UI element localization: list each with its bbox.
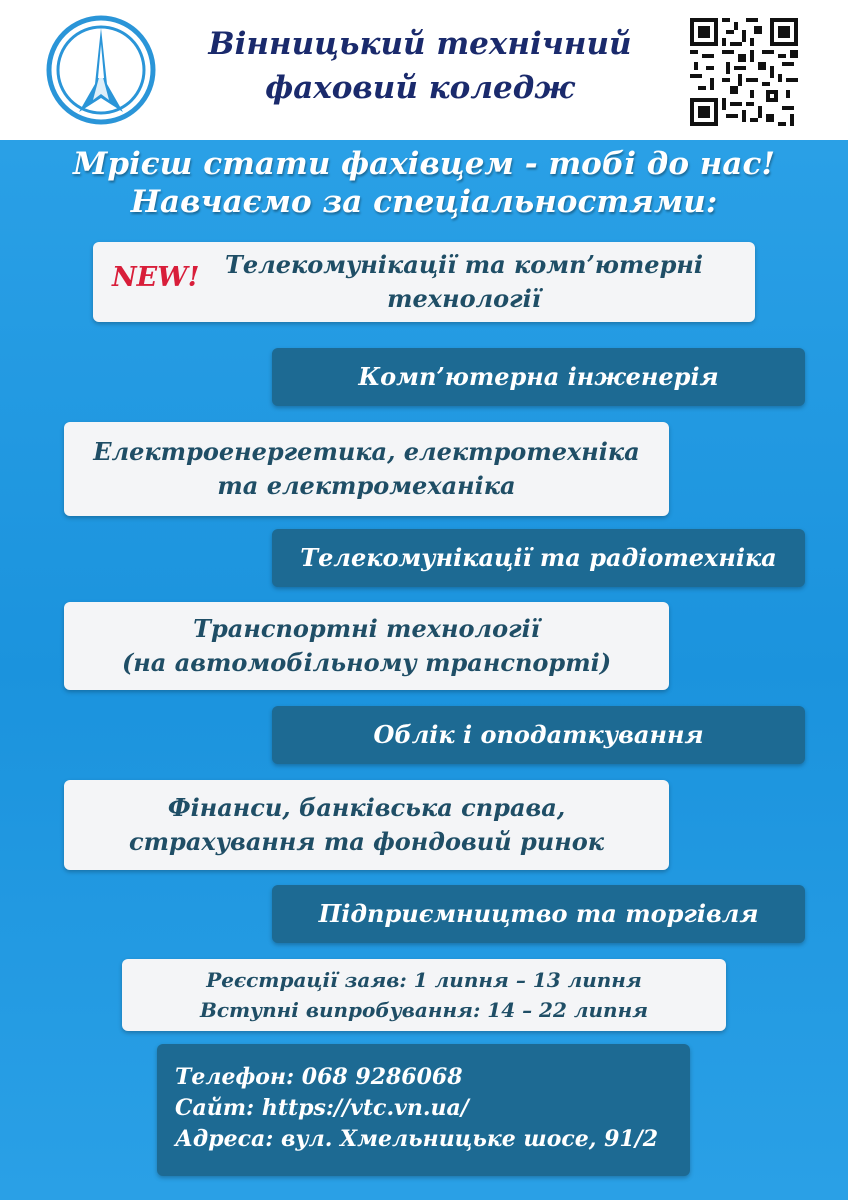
slogan xyxy=(0,145,848,221)
contact-phone[interactable]: Телефон: 068 9286068 xyxy=(175,1064,463,1090)
specialty-line: Підприємництво та торгівля xyxy=(318,899,759,928)
specialty-line: Телекомунікації та комп’ютерні xyxy=(225,250,703,279)
specialty-line: Телекомунікації та радіотехніка xyxy=(300,543,777,572)
specialty-line: Фінанси, банківська справа, xyxy=(167,793,566,822)
specialty-line: Облік і оподаткування xyxy=(373,720,704,749)
specialty-line: (на автомобільному транспорті) xyxy=(121,648,612,677)
exam-dates: Вступні випробування: 14 – 22 липня xyxy=(199,998,649,1022)
contact-site[interactable]: Сайт: https://vtc.vn.ua/ xyxy=(175,1095,469,1121)
admission-dates xyxy=(122,959,726,1031)
contacts-box xyxy=(157,1044,690,1176)
qr-code-icon[interactable] xyxy=(690,18,798,126)
contact-address: Адреса: вул. Хмельницьке шосе, 91/2 xyxy=(175,1126,659,1152)
slogan-line: Мрієш стати фахівцем - тобі до нас! xyxy=(73,146,775,182)
specialty-line: Електроенергетика, електротехніка xyxy=(93,437,640,466)
specialty-line: Транспортні технології xyxy=(193,614,540,643)
college-name xyxy=(170,22,670,110)
specialty-line: Комп’ютерна інженерія xyxy=(358,362,719,391)
specialty-telecom-radio xyxy=(272,529,805,587)
specialty-entrepreneurship xyxy=(272,885,805,943)
specialty-line: страхування та фондовий ринок xyxy=(129,827,604,856)
college-name-line: Вінницький технічний xyxy=(208,26,632,62)
college-name-line: фаховий коледж xyxy=(265,70,575,106)
specialty-computer-engineering xyxy=(272,348,805,406)
specialty-line: технології xyxy=(387,284,541,313)
header xyxy=(0,0,848,140)
tower-emblem-icon xyxy=(45,14,157,126)
new-badge: NEW! xyxy=(112,262,200,293)
specialty-finance xyxy=(64,780,669,870)
slogan-line: Навчаємо за спеціальностями: xyxy=(130,184,718,220)
registration-dates: Реєстрації заяв: 1 липня – 13 липня xyxy=(206,968,642,992)
specialty-transport xyxy=(64,602,669,690)
specialty-electro xyxy=(64,422,669,516)
specialty-line: та електромеханіка xyxy=(217,471,516,500)
specialty-accounting xyxy=(272,706,805,764)
